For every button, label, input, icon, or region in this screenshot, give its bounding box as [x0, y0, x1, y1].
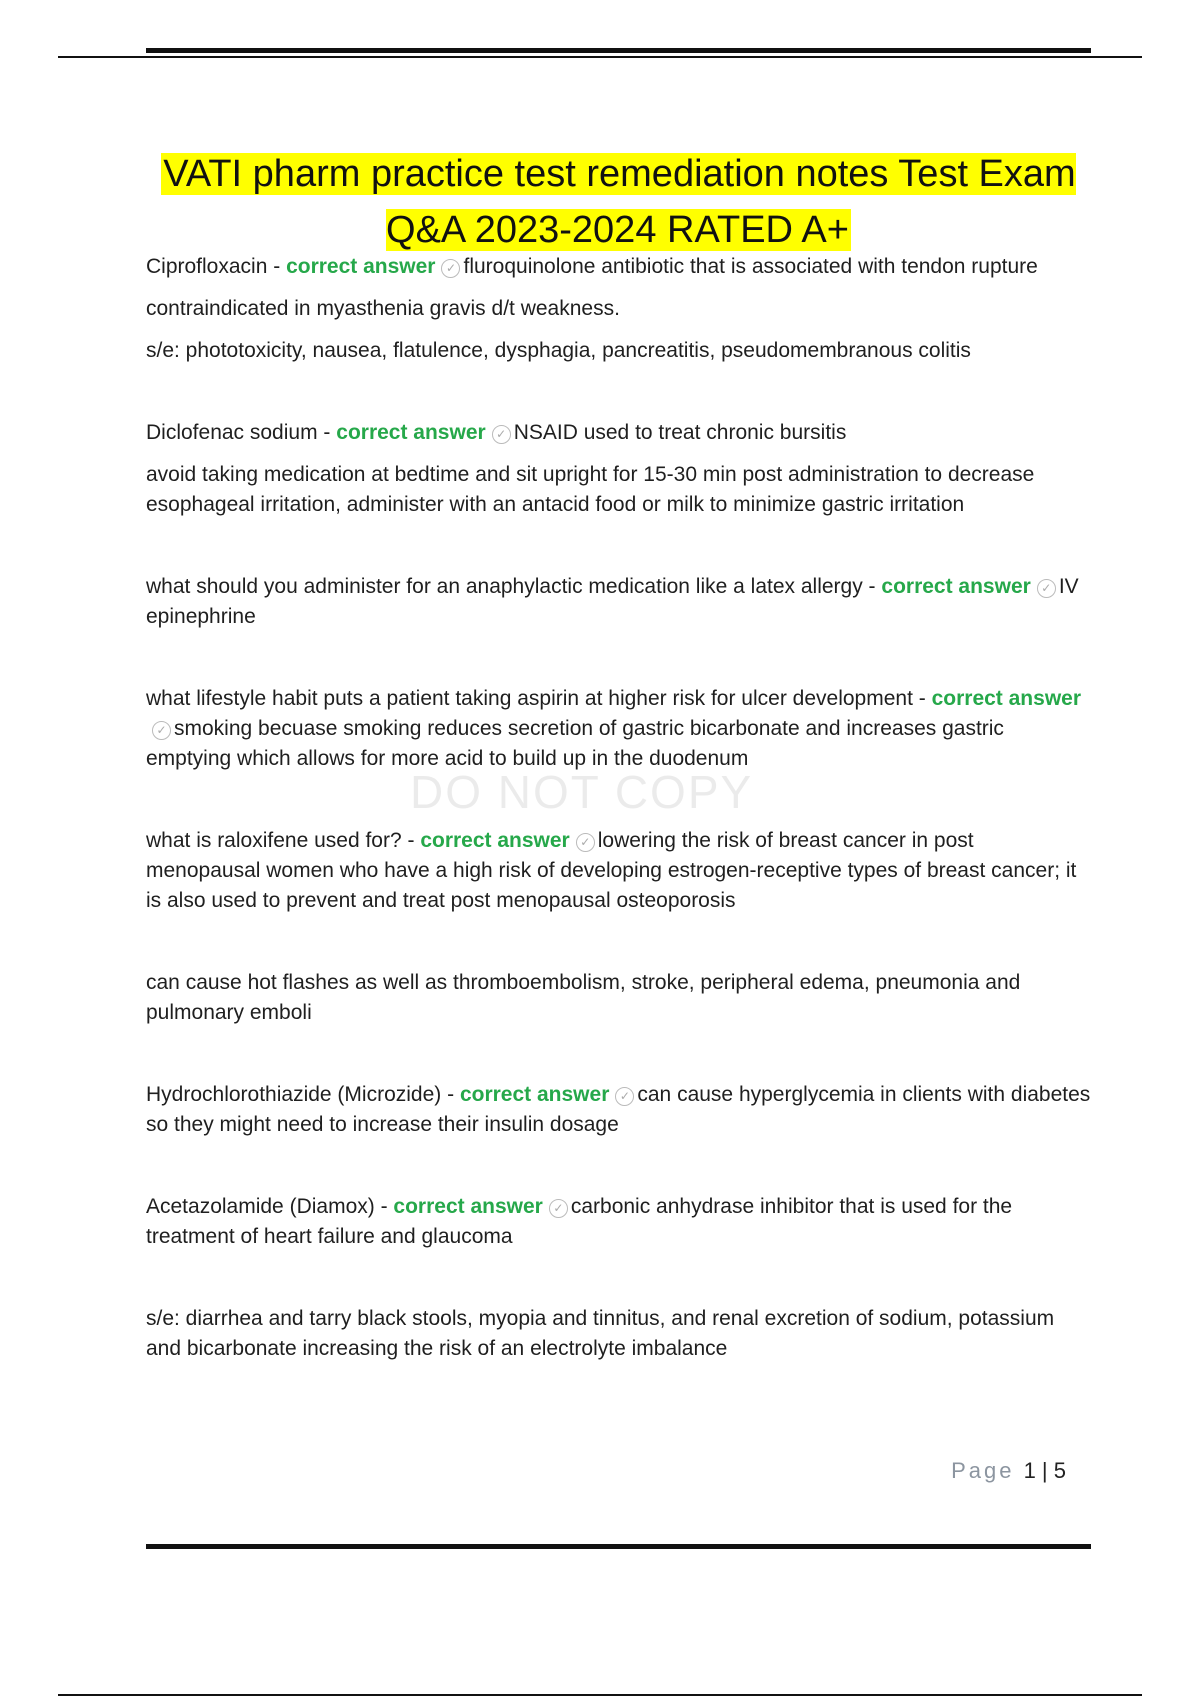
check-circle-icon: ✓ [492, 425, 511, 444]
question-text: Hydrochlorothiazide (Microzide) [146, 1083, 442, 1106]
question-text: what should you administer for an anaphylactic medication like a latex allergy [146, 575, 863, 598]
answer-text: NSAID used to treat chronic bursitis [513, 421, 847, 444]
qa-entry: Diclofenac sodium - correct answer ✓ NSAID used to treat chronic bursitis [146, 421, 847, 444]
answer-text: smoking becuase smoking reduces secretion of gastric bicarbonate and increases gastric emptying which allows for more acid to build up in the duodenum [146, 717, 1004, 770]
check-circle-icon: ✓ [549, 1199, 568, 1218]
correct-answer-label: correct answer [393, 1195, 543, 1218]
qa-entry: what lifestyle habit puts a patient taking aspirin at higher risk for ulcer development - correct answer✓ smoking becuase smoking reduces secretion of gastric bicarbonate and increases gastric emptying which allows for more acid to build up in the duodenum [146, 687, 1082, 770]
question-text: Acetazolamide (Diamox) [146, 1195, 375, 1218]
qa-entry: Ciprofloxacin - correct answer ✓ fluroquinolone antibiotic that is associated with tendon rupture [146, 255, 1038, 278]
bottom-thick-rule [146, 1544, 1091, 1549]
qa-entry: Acetazolamide (Diamox) - correct answer ✓ carbonic anhydrase inhibitor that is used for the treatment of heart failure and glaucoma [146, 1195, 1013, 1248]
qa-entry: what is raloxifene used for? - correct answer ✓ lowering the risk of breast cancer in post menopausal women who have a high risk of developing estrogen-receptive types of breast cancer; it is also used to prevent and treat post menopausal osteoporosis [146, 829, 1077, 912]
question-text: what is raloxifene used for? [146, 829, 402, 852]
qa-entry: Hydrochlorothiazide (Microzide) - correct answer ✓ can cause hyperglycemia in clients with diabetes so they might need to increase their insulin dosage [146, 1083, 1091, 1136]
check-circle-icon: ✓ [441, 259, 460, 278]
correct-answer-label: correct answer [286, 255, 436, 278]
correct-answer-label: correct answer [336, 421, 486, 444]
correct-answer-label: correct answer [420, 829, 570, 852]
page-count: 1 | 5 [1023, 1458, 1066, 1483]
answer-text: lowering the risk of breast cancer in post menopausal women who have a high risk of developing estrogen-receptive types of breast cancer; it is also used to prevent and treat post menopausal osteoporosis [146, 829, 1077, 912]
note-text: s/e: diarrhea and tarry black stools, myopia and tinnitus, and renal excretion of sodium, potassium and bicarbonate increasing the risk of an electrolyte imbalance [146, 1307, 1055, 1360]
correct-answer-label: correct answer [881, 575, 1031, 598]
answer-text: fluroquinolone antibiotic that is associated with tendon rupture [463, 255, 1038, 278]
note-text: avoid taking medication at bedtime and sit upright for 15-30 min post administration to decrease esophageal irritation, administer with an antacid food or milk to minimize gastric irritation [146, 463, 1035, 516]
document-title [146, 146, 1091, 258]
title-text: VATI pharm practice test remediation notes Test Exam Q&A 2023-2024 RATED A+ [163, 153, 1076, 251]
top-thin-rule [58, 56, 1142, 58]
note-text: s/e: phototoxicity, nausea, flatulence, dysphagia, pancreatitis, pseudomembranous colitis [146, 339, 971, 362]
check-circle-icon: ✓ [576, 833, 595, 852]
question-text: Ciprofloxacin [146, 255, 268, 278]
check-circle-icon: ✓ [152, 721, 171, 740]
watermark: DO NOT COPY [410, 766, 754, 818]
document-body [146, 252, 1091, 1376]
note-text: can cause hot flashes as well as thromboembolism, stroke, peripheral edema, pneumonia and pulmonary emboli [146, 971, 1021, 1024]
page-number [900, 1458, 1066, 1484]
correct-answer-label: correct answer [459, 1083, 610, 1106]
page-label: Page [951, 1458, 1015, 1483]
answer-text: can cause hyperglycemia in clients with diabetes so they might need to increase their insulin dosage [146, 1083, 1091, 1136]
note-text: contraindicated in myasthenia gravis d/t weakness. [146, 297, 620, 320]
question-text: Diclofenac sodium [146, 421, 318, 444]
answer-text: IV epinephrine [146, 575, 1079, 628]
answer-text: carbonic anhydrase inhibitor that is used for the treatment of heart failure and glaucoma [146, 1195, 1013, 1248]
correct-answer-label: correct answer [931, 687, 1082, 710]
check-circle-icon: ✓ [615, 1087, 634, 1106]
check-circle-icon: ✓ [1037, 579, 1056, 598]
question-text: what lifestyle habit puts a patient taking aspirin at higher risk for ulcer development [146, 687, 913, 710]
top-thick-rule [146, 48, 1091, 53]
qa-entry: what should you administer for an anaphylactic medication like a latex allergy - correct answer ✓ IV epinephrine [146, 575, 1079, 628]
bottom-thin-rule [58, 1694, 1142, 1696]
